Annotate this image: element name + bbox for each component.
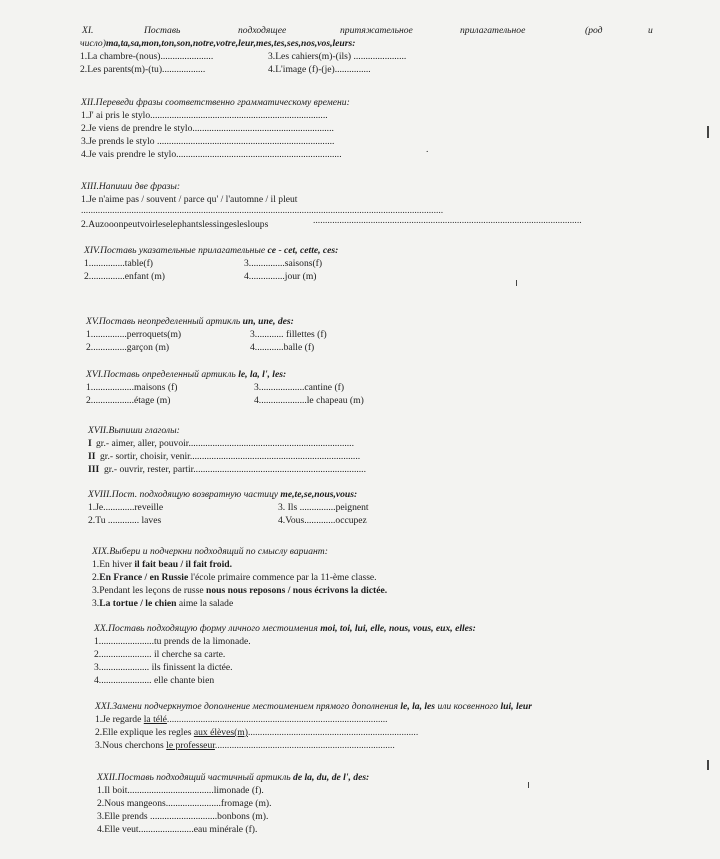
exercise-xxii: [97, 771, 477, 836]
exercise-xix-item3: 3.Pendant les leçons de russe nous nous reposons / nous écrivons la dictée.: [92, 585, 388, 596]
exercise-xxii-title: XXII.Поставь подходящий частичный артикль de la, du, de l', des:: [97, 772, 370, 783]
exercise-xvii-title: XVII.Выпиши глаголы:: [88, 425, 180, 436]
exercise-xi-row1: [80, 50, 660, 63]
exercise-xii-item3: 3.Je prends le stylo ..........................................................................: [81, 136, 335, 147]
exercise-xviii-row1: [88, 501, 428, 514]
exercise-xvii-item2: II gr.- sortir, choisir, venir.......................................................................: [88, 451, 361, 462]
exercise-xviii-item2: 2.Tu ............. laves: [88, 515, 162, 526]
exercise-xvi-row1: [86, 381, 426, 394]
exercise-xix: [92, 545, 492, 610]
exercise-xxii-item2: 2.Nous mangeons.......................fromage (m).: [97, 798, 272, 809]
exercise-xxi-item2: 2.Elle explique les regles aux élèves(m).......................................................................: [95, 727, 419, 738]
scan-mark: [707, 760, 709, 770]
exercise-xxii-item1: 1.Il boit....................................limonade (f).: [97, 785, 264, 796]
exercise-xii: [81, 96, 429, 161]
exercise-xi-item2: 2.Les parents(m)-(tu)..................: [80, 64, 206, 75]
exercise-xiv: [84, 244, 424, 283]
exercise-xvi: [86, 368, 426, 407]
exercise-xi-title-line2: число)ma,ta,sa,mon,ton,son,notre,votre,leur,mes,tes,ses,nos,vos,leurs:: [80, 38, 356, 49]
exercise-xx: [94, 622, 574, 687]
scan-mark: [528, 782, 529, 788]
exercise-xiv-row1: [84, 257, 424, 270]
exercise-xiv-item1: 1...............table(f): [84, 258, 154, 269]
exercise-xvii-item3: III gr.- ouvrir, rester, partir........................................................................: [88, 464, 366, 475]
exercise-xii-item1: 1.J' ai pris le stylo..........................................................................: [81, 110, 328, 121]
exercise-xi-title: XI. Поставь подходящее притяжательное прилагательное (род и: [82, 25, 653, 36]
exercise-xx-item1: 1.......................tu prends de la limonade.: [94, 636, 251, 647]
exercise-xviii-item1: 1.Je.............reveille: [88, 502, 164, 513]
exercise-xvii-item1: I gr.- aimer, aller, pouvoir.....................................................................: [88, 438, 354, 449]
exercise-xxi-item3: 3.Nous cherchons le professeur...........................................................................: [95, 740, 395, 751]
exercise-xxii-item3: 3.Elle prends ............................bonbons (m).: [97, 811, 269, 822]
exercise-xx-item4: 4...................... elle chante bien: [94, 675, 215, 686]
exercise-xiv-row2: [84, 270, 424, 283]
exercise-xiv-title: XIV.Поставь указательные прилагательные ce - cet, cette, ces:: [84, 245, 339, 256]
exercise-xi-item3: 3.Les cahiers(m)-(ils) ......................: [268, 51, 407, 62]
exercise-xii-item2: 2.Je viens de prendre le stylo...........................................................: [81, 123, 334, 134]
exercise-xxi-item1: 1.Je regarde la télé............................................................................................: [95, 714, 388, 725]
exercise-xvi-item1: 1..................maisons (f): [86, 382, 178, 393]
exercise-xi: [80, 24, 660, 76]
underlined-object: la télé: [143, 714, 167, 725]
exercise-xx-title: XX.Поставь подходящую форму личного местоимения moi, toi, lui, elle, nous, vous, eux, elles:: [94, 623, 476, 634]
exercise-xvi-item4: 4....................le chapeau (m): [254, 395, 364, 406]
exercise-xix-title: XIX.Выбери и подчеркни подходящий по смыслу вариант:: [92, 546, 328, 557]
exercise-xv-item3: 3............ fillettes (f): [250, 329, 327, 340]
underlined-object: aux élèves(m): [193, 727, 248, 738]
exercise-xvi-item3: 3...................cantine (f): [254, 382, 345, 393]
exercise-xiii-item2: 2.Auzooonpeutvoirleselephantslessingeslesloups ................................................................................................................: [81, 215, 582, 230]
exercise-xv-row2: [86, 341, 426, 354]
exercise-xv-item1: 1...............perroquets(m): [86, 329, 182, 340]
exercise-xi-row2: [80, 63, 660, 76]
exercise-xvi-title: XVI.Поставь определенный артикль le, la, l', les:: [86, 369, 287, 380]
exercise-xix-item4: 3.La tortue / le chien aime la salade: [92, 598, 234, 609]
exercise-xvi-item2: 2..................étage (m): [86, 395, 171, 406]
exercise-xx-item2: 2...................... il cherche sa carte.: [94, 649, 226, 660]
exercise-xii-item4: 4.Je vais prendre le stylo..................................................................... .: [81, 144, 429, 160]
exercise-xix-item2: 2.En France / en Russie l'école primaire commence par la 11-ème classe.: [92, 572, 377, 583]
exercise-xi-item1: 1.La chambre-(nous)......................: [80, 51, 214, 62]
exercise-xxi-title: XXI.Замени подчеркнутое дополнение местоимением прямого дополнения le, la, les или косвенного lui, leur: [95, 701, 532, 712]
exercise-xx-item3: 3..................... ils finissent la dictée.: [94, 662, 233, 673]
exercise-xvi-row2: [86, 394, 426, 407]
underlined-object: le professeur: [166, 740, 215, 751]
exercise-xxii-item4: 4.Elle veut.......................eau minérale (f).: [97, 824, 258, 835]
exercise-xviii-row2: [88, 514, 428, 527]
exercise-xiii-item1: 1.Je n'aime pas / souvent / parce qu' / l'automne / il pleut: [81, 194, 298, 205]
exercise-xiv-item3: 3...............saisons(f): [244, 258, 323, 269]
exercise-xxi: [95, 700, 655, 752]
exercise-xviii-item4: 4.Vous.............occupez: [278, 515, 367, 526]
scan-mark: [516, 280, 517, 286]
exercise-xii-title: XII.Переведи фразы соответственно грамматическому времени:: [81, 97, 350, 108]
exercise-xviii-item3: 3. Ils ...............peignent: [278, 502, 369, 513]
exercise-xiv-item4: 4...............jour (m): [244, 271, 317, 282]
exercise-xiii-title: XIII.Напиши две фразы:: [81, 181, 181, 192]
exercise-xix-item1: 1.En hiver il fait beau / il fait froid.: [92, 559, 232, 570]
exercise-xv-item4: 4............balle (f): [250, 342, 315, 353]
exercise-xiv-item2: 2...............enfant (m): [84, 271, 165, 282]
exercise-xv-item2: 2...............garçon (m): [86, 342, 170, 353]
scan-mark: [707, 126, 709, 138]
exercise-xi-item4: 4.L'image (f)-(je)...............: [268, 64, 371, 75]
exercise-xvii: [88, 424, 388, 476]
exercise-xviii-title: XVIII.Пост. подходящую возвратную частицу me,te,se,nous,vous:: [88, 489, 358, 500]
exercise-xiii: [81, 180, 582, 231]
exercise-xviii: [88, 488, 428, 527]
exercise-xv-title: XV.Поставь неопределенный артикль un, une, des:: [86, 316, 294, 327]
exercise-xv: [86, 315, 426, 354]
exercise-xiii-item1-answer: .......................................................................................................................................................: [81, 205, 444, 216]
exercise-xv-row1: [86, 328, 426, 341]
